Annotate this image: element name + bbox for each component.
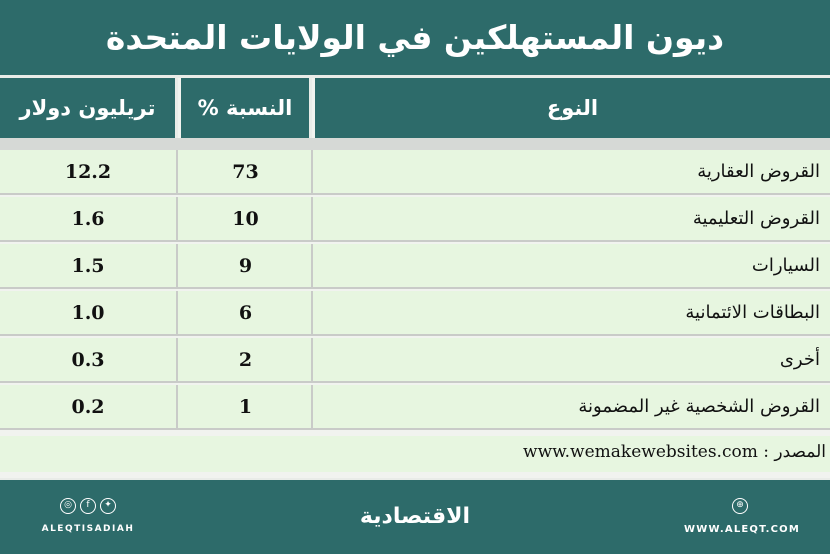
type-cell: القروض التعليمية bbox=[692, 208, 820, 229]
type-cell: البطاقات الائتمانية bbox=[685, 302, 820, 323]
facebook-icon[interactable]: f bbox=[80, 498, 96, 514]
percent-cell: 10 bbox=[180, 197, 313, 240]
value-cell: 0.2 bbox=[0, 385, 178, 428]
percent-cell: 2 bbox=[180, 338, 313, 381]
title-bar bbox=[0, 0, 830, 78]
type-cell: السيارات bbox=[751, 255, 820, 276]
type-cell: القروض الشخصية غير المضمونة bbox=[578, 396, 820, 417]
type-cell: أخرى bbox=[779, 349, 820, 370]
page-title: ديون المستهلكين في الولايات المتحدة bbox=[105, 18, 725, 57]
value-cell: 0.3 bbox=[0, 338, 178, 381]
percent-cell: 6 bbox=[180, 291, 313, 334]
percent-cell: 1 bbox=[180, 385, 313, 428]
percent-cell: 9 bbox=[180, 244, 313, 287]
type-cell: القروض العقارية bbox=[697, 161, 820, 182]
header-value: تريليون دولار bbox=[0, 78, 178, 138]
header-percent: النسبة % bbox=[181, 78, 312, 138]
footer bbox=[0, 478, 830, 554]
table-row bbox=[0, 338, 830, 383]
website-url[interactable]: WWW.ALEQT.COM bbox=[684, 524, 801, 535]
table-row bbox=[0, 197, 830, 242]
social-icons bbox=[38, 498, 138, 514]
header-type: النوع bbox=[315, 78, 830, 138]
social-block bbox=[38, 498, 138, 534]
percent-cell: 73 bbox=[180, 150, 313, 193]
table-row bbox=[0, 150, 830, 195]
source-row bbox=[0, 436, 830, 472]
value-cell: 1.0 bbox=[0, 291, 178, 334]
value-cell: 1.6 bbox=[0, 197, 178, 240]
value-cell: 1.5 bbox=[0, 244, 178, 287]
table-row bbox=[0, 385, 830, 430]
social-handle: ALEQTISADIAH bbox=[41, 524, 135, 534]
value-cell: 12.2 bbox=[0, 150, 178, 193]
header-separator bbox=[0, 138, 830, 150]
table-row bbox=[0, 244, 830, 289]
globe-icon: ⊕ bbox=[732, 498, 748, 514]
instagram-icon[interactable]: ◎ bbox=[60, 498, 76, 514]
brand-logo: الاقتصادية bbox=[359, 504, 471, 529]
table-row bbox=[0, 291, 830, 336]
source-text: المصدر : www.wemakewebsites.com bbox=[523, 442, 826, 462]
website-block bbox=[684, 498, 801, 535]
twitter-icon[interactable]: ✦ bbox=[100, 498, 116, 514]
